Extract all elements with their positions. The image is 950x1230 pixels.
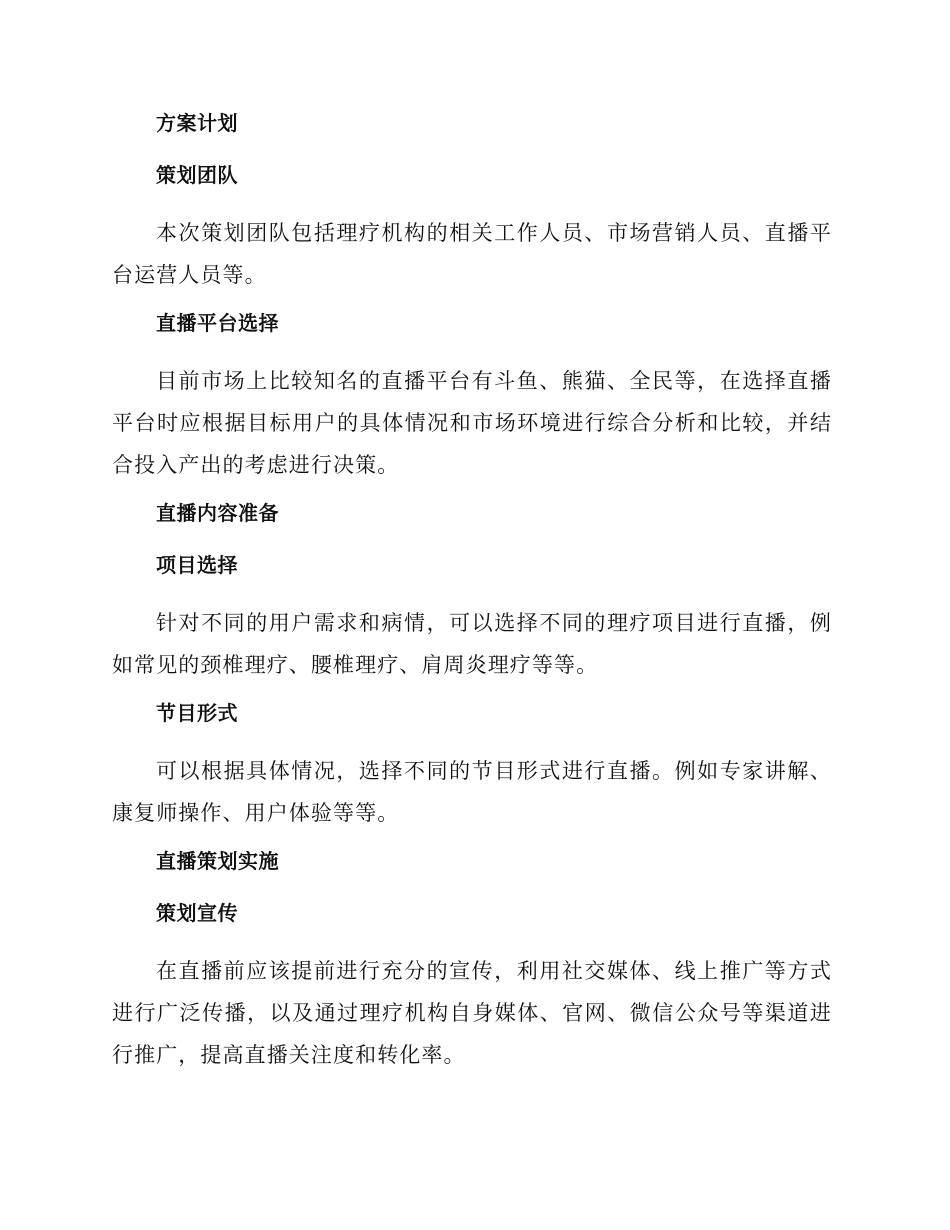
paragraph-promotion: 在直播前应该提前进行充分的宣传，利用社交媒体、线上推广等方式进行广泛传播，以及通过理疗机构自身媒体、官网、微信公众号等渠道进行推广，提高直播关注度和转化率。	[112, 959, 832, 1067]
paragraph-format: 可以根据具体情况，选择不同的节目形式进行直播。例如专家讲解、康复师操作、用户体验等等。	[112, 759, 832, 825]
heading-planning-team: 策划团队	[156, 163, 238, 187]
heading-plan: 方案计划	[156, 111, 238, 135]
paragraph-projects: 针对不同的用户需求和病情，可以选择不同的理疗项目进行直播，例如常见的颈椎理疗、腰椎理疗、肩周炎理疗等等。	[112, 611, 832, 677]
document-page	[112, 108, 832, 1088]
heading-promotion: 策划宣传	[156, 901, 238, 925]
heading-platform-selection: 直播平台选择	[156, 311, 279, 335]
heading-implementation: 直播策划实施	[156, 849, 279, 873]
paragraph-platform: 目前市场上比较知名的直播平台有斗鱼、熊猫、全民等，在选择直播平台时应根据目标用户的具体情况和市场环境进行综合分析和比较，并结合投入产出的考虑进行决策。	[112, 369, 832, 477]
paragraph-team: 本次策划团队包括理疗机构的相关工作人员、市场营销人员、直播平台运营人员等。	[112, 221, 832, 287]
heading-project-selection: 项目选择	[156, 553, 238, 577]
heading-content-preparation: 直播内容准备	[156, 501, 279, 525]
heading-program-format: 节目形式	[156, 701, 238, 725]
